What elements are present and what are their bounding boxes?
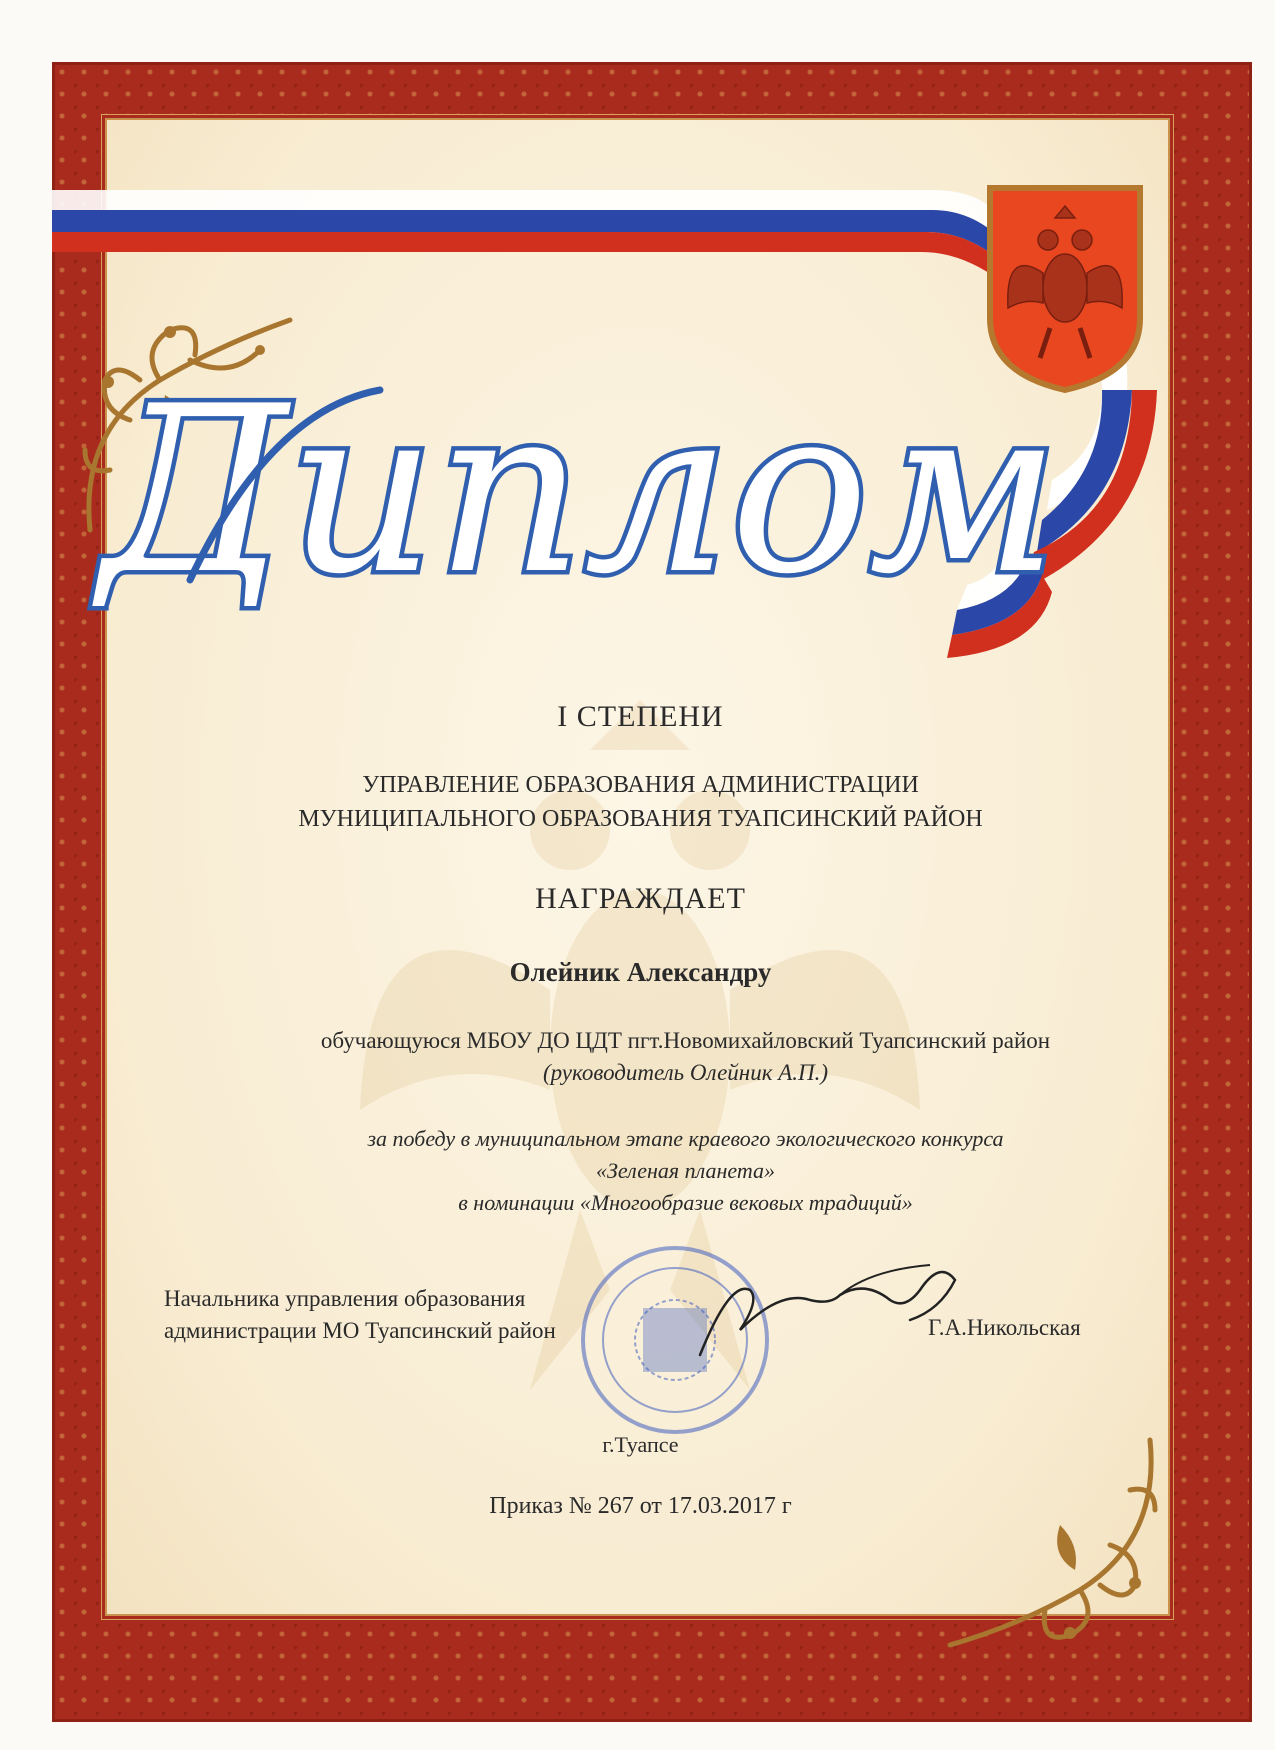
reason-line-1: за победу в муниципальном этапе краевого экологического конкурса — [367, 1126, 1004, 1151]
signatory-title-line-1: Начальника управления образования — [164, 1286, 526, 1311]
signatory-title-line-2: администрации МО Туапсинский район — [164, 1318, 556, 1343]
signatory-title — [164, 1283, 556, 1347]
order-reference: Приказ № 267 от 17.03.2017 г — [489, 1493, 792, 1519]
supervisor-line: (руководитель Олейник А.П.) — [542, 1060, 829, 1085]
signatory-name: Г.А.Никольская — [928, 1315, 1081, 1340]
reason-line-3: в номинации «Многообразие вековых традиций» — [458, 1190, 913, 1215]
reason-line-2: «Зеленая планета» — [595, 1158, 776, 1183]
svg-text:Диплом: Диплом — [100, 358, 1060, 625]
organization-line-1: УПРАВЛЕНИЕ ОБРАЗОВАНИЯ АДМИНИСТРАЦИИ — [362, 772, 919, 798]
organization-line-2: МУНИЦИПАЛЬНОГО ОБРАЗОВАНИЯ ТУАПСИНСКИЙ РАЙОН — [298, 806, 983, 832]
student-info — [110, 1025, 1171, 1089]
awards-label: НАГРАЖДАЕТ — [535, 882, 746, 915]
student-line: обучающуюся МБОУ ДО ЦДТ пгт.Новомихайловский Туапсинский район — [320, 1028, 1051, 1053]
degree-label: I СТЕПЕНИ — [557, 700, 724, 733]
city-label: г.Туапсе — [602, 1432, 679, 1457]
document-title — [100, 320, 1060, 640]
award-reason — [110, 1123, 1171, 1219]
recipient-name: Олейник Александру — [509, 957, 772, 987]
signature-icon — [690, 1250, 970, 1370]
organization-name — [110, 768, 1171, 836]
